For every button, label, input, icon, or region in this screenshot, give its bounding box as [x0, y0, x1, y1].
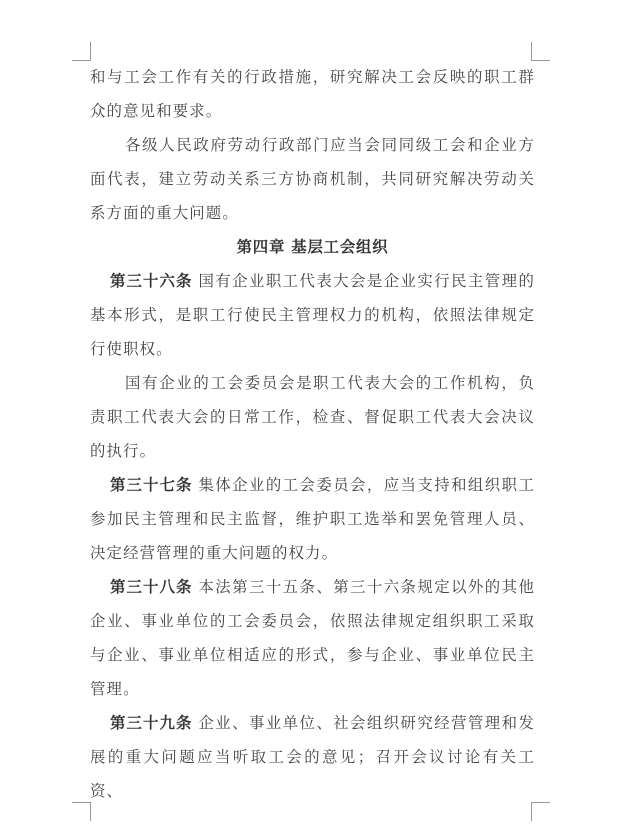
crop-mark-top-left — [72, 42, 91, 61]
article-text: 本法第三十五条、第三十六条规定以外的其他企业、事业单位的工会委员会，依照法律规定组织职工采取与企业、事业单位相适应的形式，参与企业、事业单位民主管理。 — [90, 578, 535, 698]
paragraph-labor-tripartite: 各级人民政府劳动行政部门应当会同同级工会和企业方面代表，建立劳动关系三方协商机制，共同研究解决劳动关系方面的重大问题。 — [90, 136, 535, 222]
article-37 — [90, 468, 535, 570]
paragraph-continuation: 和与工会工作有关的行政措施，研究解决工会反映的职工群众的意见和要求。 — [90, 68, 535, 120]
article-39 — [90, 706, 535, 808]
article-label: 第三十八条 — [110, 578, 193, 596]
article-label: 第三十七条 — [110, 476, 193, 494]
article-text: 集体企业的工会委员会，应当支持和组织职工参加民主管理和民主监督，维护职工选举和罢免管理人员、决定经营管理的重大问题的权力。 — [90, 476, 535, 562]
crop-mark-bottom-left — [72, 802, 91, 821]
document-body — [90, 60, 535, 808]
article-text: 企业、事业单位、社会组织研究经营管理和发展的重大问题应当听取工会的意见；召开会议讨论有关工资、 — [90, 714, 535, 800]
article-label: 第三十九条 — [110, 714, 193, 732]
article-36 — [90, 264, 535, 366]
chapter-heading: 第四章 基层工会组织 — [236, 238, 389, 256]
article-label: 第三十六条 — [110, 272, 193, 290]
paragraph-union-committee: 国有企业的工会委员会是职工代表大会的工作机构，负责职工代表大会的日常工作，检查、督促职工代表大会决议的执行。 — [90, 374, 535, 460]
article-38 — [90, 570, 535, 706]
article-text: 国有企业职工代表大会是企业实行民主管理的基本形式，是职工行使民主管理权力的机构，依照法律规定行使职权。 — [90, 272, 535, 358]
crop-mark-top-right — [531, 42, 550, 61]
